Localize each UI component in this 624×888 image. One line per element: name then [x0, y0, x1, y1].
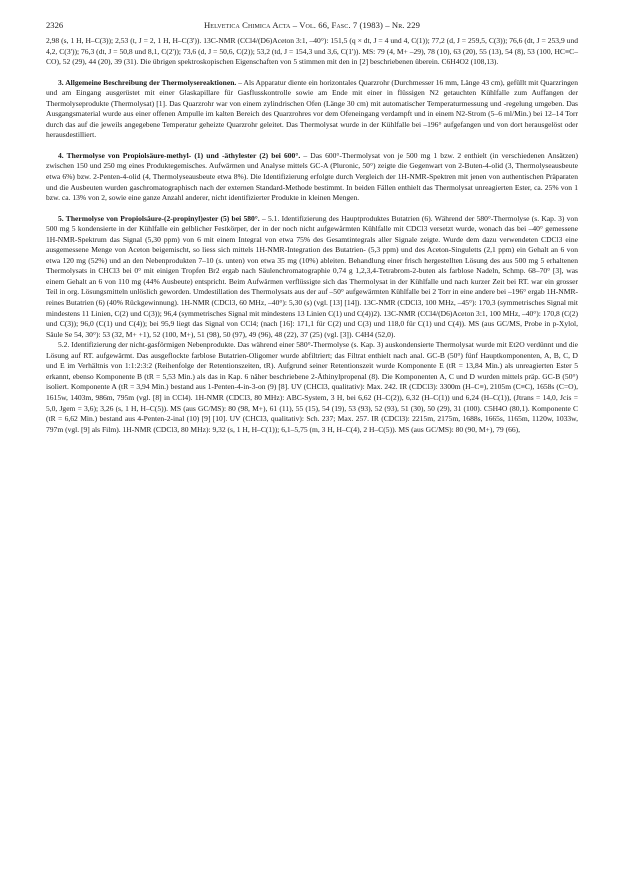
section-3-thermolysis-description [46, 78, 578, 141]
page-number: 2326 [46, 20, 64, 30]
paragraph-text: – Als Apparatur diente ein horizontales Quarzrohr (Durchmesser 16 mm, Länge 43 cm), gefüllt mit Quarzringen und am Eingang ausgerüstet mit einer Glaskapillare für Gasflusskontrolle sowie am Ende mit einer in flüssigen N2 getauchten Kühlfalle zum Auffangen der Thermolyseprodukte (Thermolysat) [1]. Das Quarzrohr war von einem zylindrischen Ofen (Länge 30 cm) mit automatischer Temperaturmessung und -regelung umgeben. Das Ausgangsmaterial wurde aus einer offenen Ampulle im kalten Bereich des Quarzrohres vor dem Ofeneingang verdampft und in einem N2-Strom (5–6 ml/Min.) bei 12–14 Torr durch das auf die jeweils angegebene Temperatur geheizte Quarzrohr geleitet. Das Thermolysat wurde in der Kühlfalle bei –196° aufgefangen und von dort herausgelöst oder herausdestilliert. [46, 77, 578, 140]
paragraph-text: – Das 600°-Thermolysat von je 500 mg 1 bzw. 2 enthielt (in verschiedenen Ansätzen) zwischen 150 und 250 mg eines Produktegemisches. Aufwärmen und Analyse mittels GC-A (Pluronic, 50°) zeigte die Gegenwart von 2-Buten-4-olid (3, Thermolyseausbeute etwa 6%) bzw. 2-Penten-4-olid (4, Thermolyseausbeute etwa 8%). Die Identifizierung erfolgte durch Vergleich der 1H-NMR-Spektren mit jenen von authentischen Präparaten und die Ausbeuten wurden gaschromatographisch nach der externen Standard-Methode bestimmt. In beiden Fällen enthielt das Thermolysat unreagierten Ester, ca. 25% von 1 bzw. ca. 13% von 2, sowie eine ganze Anzahl anderer, nicht identifizierter Produkte in kleinen Mengen. [46, 150, 578, 203]
paragraph-text: 2,98 (s, 1 H, H–C(3)); 2,53 (t, J = 2, 1 H, H–C(3')). 13C-NMR (CCl4/(D6)Aceton 3:1, –40°): 151,5 (q × dt, J = 4 und 4, C(1)); 77,2 (d, J = 259,5, C(3)); 76,6 (dt, J = 253,9 und 4,2, C(3')); 76,3 (dt, J = 50,8 und 8,1, C(2')); 73,6 (d, J = 50,6, C(2)); 53,2 (td, J = 154,3 und 3,6, C(1')). MS: 79 (4, M+ –29), 78 (10), 63 (20), 55 (13), 54 (8), 53 (100, HC≡C–CO), 52 (29), 44 (20), 39 (31). Die übrigen spektroskopischen Eigenschaften von 5 stimmen mit den in [2] beschriebenen überein. C6H4O2 (108,13). [46, 36, 578, 67]
section-5-2-side-products [46, 340, 578, 435]
running-title: Helvetica Chimica Acta – Vol. 66, Fasc. 7 (1983) – Nr. 229 [204, 20, 420, 30]
section-heading: 3. Allgemeine Beschreibung der Thermolysereaktionen. [58, 77, 237, 87]
section-heading: 5. Thermolyse von Propiolsäure-(2-propinyl)ester (5) bei 580°. [58, 213, 260, 223]
section-4-propiolic-esters [46, 151, 578, 204]
page-header [46, 20, 578, 36]
paragraph-nmr-data [46, 36, 578, 68]
section-5-propinyl-ester [46, 214, 578, 341]
paragraph-text: – 5.1. Identifizierung des Hauptproduktes Butatrien (6). Während der 580°-Thermolyse (s. Kap. 3) von 500 mg 5 kondensierte in der Kühlfalle ein gelblicher Festkörper, der in der noch nicht aufgewärmten Kühlfalle mit CDCl3 versetzt wurde, wonach das bei –40° gemessene 1H-NMR-Spektrum das Signal (5,30 ppm) von 6 mit einem Integral von etwa 75% des Gesamtintegrals aller Signale zeigte. Wurde dem dazu verwendeten CDCl3 eine ausgemessene Menge von Aceton beigemischt, so liess sich mittels 1H-NMR-Integration des Butatrien- (5,3 ppm) und des Aceton-Singuletts (2,1 ppm) ein Gehalt an 6 von etwa 120 mg (52%) und an den Nebenprodukten 7–10 (s. unten) von etwa 35 mg (10%) ableiten. Behandlung einer frisch hergestellten Lösung des aus 500 mg 5 erhaltenen Thermolysats in CHCl3 bei 0° mit einigen Tropfen Br2 ergab nach Säulenchromatographie 0,74 g 1,2,3,4-Tetrabrom-2-buten als farblose Nadeln, Schmp. 68–70° [3], was einem Gehalt an 6 von 110 mg (44% Ausbeute) entspricht. Beim Aufwärmen verflüssigte sich das Thermolysat in der Kühlfalle und nach kurzer Zeit bei RT. war ein grosser Teil in org. Lösungsmitteln unlöslich geworden. Umdestillation des Thermolysats aus der auf –50° aufgewärmten Kühlfalle bei 2 Torr in eine andere bei –196° ergab 1H-NMR-reines Butatrien (6) (40% Rückgewinnung). 1H-NMR (CDCl3, 60 MHz, –40°): 5,30 (s) (vgl. [13] [14]). 13C-NMR (CDCl3, 100 MHz, –45°): 170,3 (symmetrisches Signal mit mindestens 11 Linien, C(2) und C(3)); 96,4 (symmetrisches Signal mit mindestens 13 Linien C(1) und C(4))2). 13C-NMR (CCl4/(D6)Aceton 3:1, 100 MHz, –40°): 170,8 (C(2) und C(3)); 96,0 (C(1) und C(4)); bei 95,9 liegt das Signal von CCl4; (nach [16]: 171,1 für C(2) und C(3) und 118,0 für C(1) und C(4)). MS (aus GC/MS, Probe in p-Xylol, Säule Se 54, 30°): 53 (32, M+ +1), 52 (100, M+), 51 (98), 50 (97), 49 (96), 48 (22), 37 (25) (vgl. [3]). C4H4 (52,0). [46, 213, 579, 339]
article-body [46, 36, 578, 435]
paragraph-text: 5.2. Identifizierung der nicht-gasförmigen Nebenprodukte. Das während einer 580°-Thermolyse (s. Kap. 3) auskondensierte Thermolysat wurde mit Et2O verdünnt und die Lösung auf RT. aufgewärmt. Das ausgeflockte farblose Butatrien-Oligomer wurde abfiltriert; das Filtrat enthielt nach anal. GC-B (50°) fünf Hauptkomponenten, A, B, C, D und E im Verhältnis von 1:1:2:3:2 (Reihenfolge der Retentionszeiten, tR). Aufgrund seiner Retentionszeit wurde Komponente E (tR = 13,84 Min.) als unreagierten Ester 5 erkannt, ebenso Komponente B (tR = 5,53 Min.) als das in Kap. 6 näher beschriebene 2-Äthinylpropenal (8). Die Komponenten A, C und D wurden mittels präp. GC-B (50°) isoliert. Komponente A (tR = 3,94 Min.) bestand aus 1-Penten-4-in-3-on (9) [8]. UV (CHCl3, qualitativ): Max. 242. IR (CDCl3): 3300m (H–C≡), 2105m (C≡C), 1658s (C=O), 1615w, 1403m, 986m, 795m (vgl. [8] in CCl4). 1H-NMR (CDCl3, 80 MHz): ABC-System, 3 H, bei 6,62 (H–C(2)), 6,32 (H–C(1)) und 6,24 (H–C(1)), (Jtrans = 14,0, Jcis = 5,0, Jgem = 3,6); 3,26 (s, 1 H, H–C(5)). MS (aus GC/MS): 80 (98, M+), 61 (11), 55 (15), 54 (19), 53 (93), 52 (93), 51 (30), 50 (29), 31 (100). C5H4O (80,1). Komponente C (tR = 6,62 Min.) bestand aus 4-Penten-2-inal (10) [9] [10]. UV (CHCl3, qualitativ): Sch. 237; Max. 257. IR (CDCl3): 2215m, 2175m, 1688s, 1665s, 1165m, 1120w, 1033w, 797m (vgl. [9] als Film). 1H-NMR (CDCl3, 80 MHz): 9,32 (s, 1 H, H–C(1)); 6,1–5,75 (m, 3 H, H–C(4), 2 H–C(5)). MS (aus GC/MS): 80 (90, M+), 79 (66), [46, 340, 578, 434]
journal-page [46, 20, 578, 435]
section-heading: 4. Thermolyse von Propiolsäure-methyl- (1) und -äthylester (2) bei 600°. [58, 150, 301, 160]
